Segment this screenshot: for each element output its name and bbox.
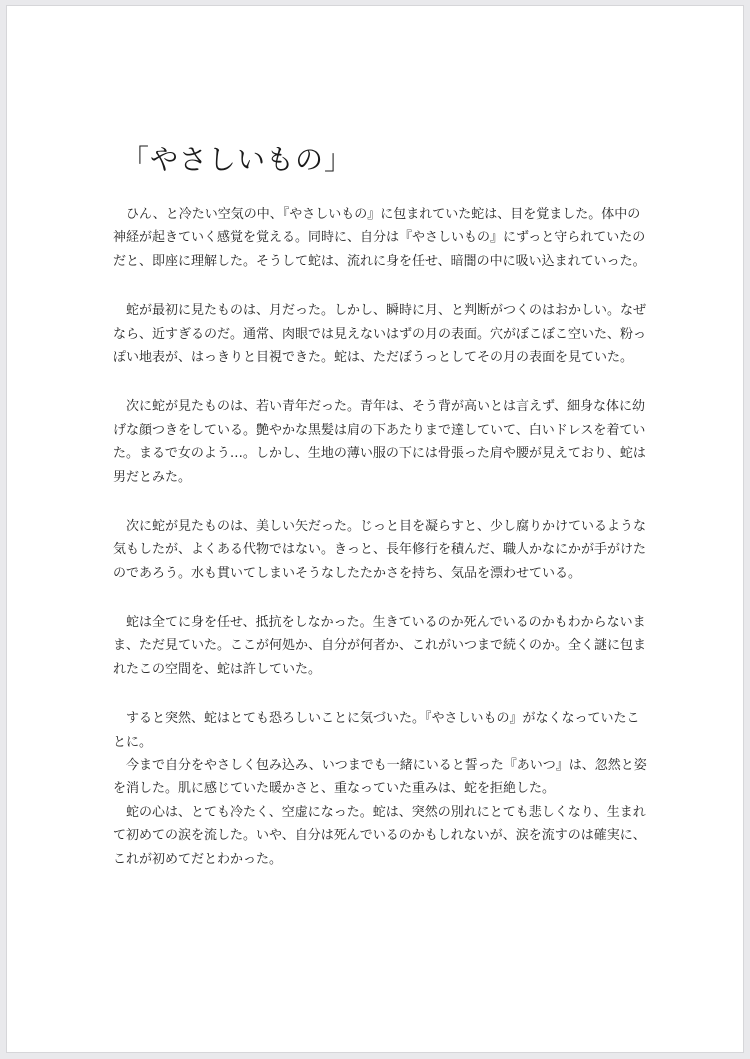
text-line: ぽい地表が、はっきりと目視できた。蛇は、ただぼうっとしてその月の表面を見ていた。 — [113, 349, 634, 365]
text-line: のであろう。水も貫いてしまいそうなしたたかさを持ち、気品を漂わせている。 — [113, 565, 582, 581]
text-line: これが初めてだとわかった。 — [113, 851, 283, 867]
paragraph-2 — [113, 299, 651, 369]
text-line: ひん、と冷たい空気の中、『やさしいもの』に包まれていた蛇は、目を覚ました。体中の — [113, 207, 641, 222]
text-line: た。まるで女のよう…。しかし、生地の薄い服の下には骨張った肩や腰が見えており、蛇は — [113, 446, 646, 462]
paragraph-6 — [113, 707, 651, 754]
text-line: すると突然、蛇はとても恐ろしいことに気づいた。『やさしいもの』がなくなっていたこ — [113, 711, 640, 727]
text-line: げな顔つきをしている。艶やかな黒髪は肩の下あたりまで達していて、白いドレスを着てい — [113, 422, 646, 438]
paragraph-5 — [113, 611, 651, 681]
text-line: 神経が起きていく感覚を覚える。同時に、自分は『やさしいもの』にずっと守られていたの — [113, 230, 646, 246]
document-page — [6, 5, 744, 1053]
text-line: 蛇は全てに身を任せ、抵抗をしなかった。生きているのか死んでいるのかもわからないま — [113, 615, 646, 631]
paragraph-7 — [113, 754, 651, 801]
text-line: て初めての涙を流した。いや、自分は死んでいるのかもしれないが、涙を流すのは確実に、 — [113, 828, 646, 844]
text-line: 次に蛇が見たものは、美しい矢だった。じっと目を凝らすと、少し腐りかけているような — [113, 518, 647, 534]
text-line: だと、即座に理解した。そうして蛇は、流れに身を任せ、暗闇の中に吸い込まれていった。 — [113, 253, 646, 269]
text-line: 蛇が最初に見たものは、月だった。しかし、瞬時に月、と判断がつくのはおかしい。なぜ — [113, 303, 647, 319]
text-line: なら、近すぎるのだ。通常、肉眼では見えないはずの月の表面。穴がぼこぼこ空いた、粉っ — [113, 326, 647, 342]
text-line: ま、ただ見ていた。ここが何処か、自分が何者か、これがいつまで続くのか。全く謎に包ま — [113, 638, 647, 654]
text-line: れたこの空間を、蛇は許していた。 — [113, 661, 322, 677]
text-line: 気もしたが、よくある代物ではない。きっと、長年修行を積んだ、職人かなにかが手がけた — [113, 542, 647, 558]
text-line: を消した。肌に感じていた暖かさと、重なっていた重みは、蛇を拒絶した。 — [113, 781, 556, 797]
paragraph-8 — [113, 801, 651, 871]
paragraph-4 — [113, 515, 651, 585]
text-line: 次に蛇が見たものは、若い青年だった。青年は、そう背が高いとは言えず、細身な体に幼 — [113, 399, 645, 415]
text-line: 男だとみた。 — [113, 469, 192, 485]
paragraph-3 — [113, 395, 651, 489]
document-body — [113, 203, 651, 871]
paragraph-1 — [113, 203, 651, 273]
text-line: 今まで自分をやさしく包み込み、いつまでも一緒にいると誓った『あいつ』は、忽然と姿 — [113, 758, 647, 774]
text-line: とに。 — [113, 734, 153, 750]
document-title: 「やさしいもの」 — [121, 143, 354, 176]
text-line: 蛇の心は、とても冷たく、空虚になった。蛇は、突然の別れにとても悲しくなり、生まれ — [113, 804, 646, 820]
